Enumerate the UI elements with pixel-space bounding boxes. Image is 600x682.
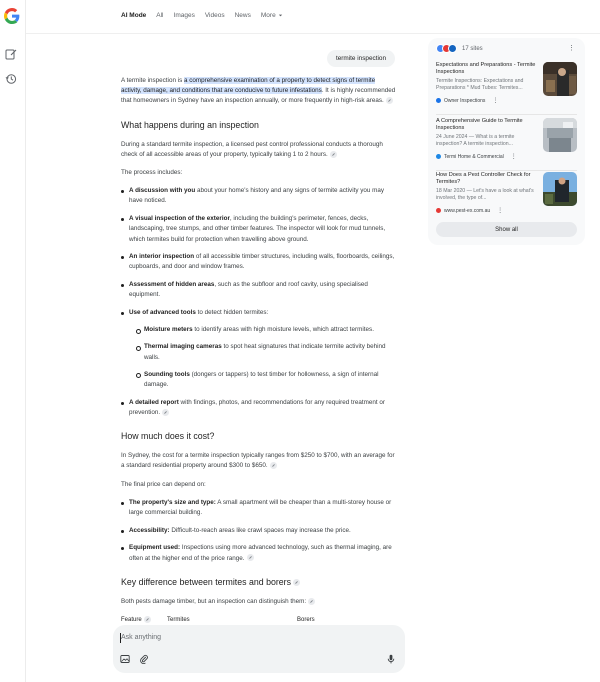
caret-down-icon — [278, 13, 283, 18]
google-logo[interactable] — [4, 8, 20, 24]
tab-more[interactable] — [261, 12, 283, 19]
tools-list — [129, 325, 397, 390]
list-item — [121, 214, 397, 245]
list-item-bold: Equipment used: — [129, 544, 181, 552]
list-item-bold: A discussion with you — [129, 187, 196, 195]
source-thumbnail[interactable] — [543, 118, 577, 152]
source-snippet: Termite Inspections: Expectations and Preparations * Mud Tubes: Termites... — [436, 78, 524, 91]
ask-input[interactable]: Ask anything — [121, 634, 162, 641]
sub-item-text: to identify areas with high moisture levels, which attract termites. — [192, 326, 374, 334]
attach-icon[interactable] — [139, 654, 149, 664]
site-favicon — [436, 98, 441, 103]
site-name: www.pest-ex.com.au — [444, 207, 491, 214]
list-item — [121, 186, 397, 206]
factors-list — [121, 498, 397, 564]
divider — [436, 170, 577, 171]
list-item-bold: Accessibility: — [129, 526, 170, 534]
intro-text: A termite inspection is — [121, 77, 184, 84]
source-title[interactable]: How Does a Pest Controller Check for Termites? — [436, 172, 531, 186]
link-icon[interactable] — [386, 97, 393, 104]
link-icon[interactable] — [270, 462, 277, 469]
link-icon[interactable] — [247, 554, 254, 561]
search-mode-tabs — [121, 12, 283, 19]
intro-text-end: . It is highly recommended that homeowners in Sydney have an inspection annually, or more frequently in high-risk areas. — [121, 87, 396, 105]
tab-more-label: More — [260, 12, 276, 19]
sub-item-bold: Sounding tools — [144, 370, 190, 378]
history-icon[interactable] — [5, 73, 17, 85]
tab-all[interactable]: All — [156, 12, 164, 19]
more-options-icon[interactable]: ⋮ — [568, 45, 575, 52]
show-all-button[interactable]: Show all — [436, 222, 577, 237]
list-item — [121, 498, 397, 518]
list-item — [121, 398, 397, 418]
list-item-text: about your home's history and any signs of termite activity you may have noticed. — [129, 187, 385, 205]
link-icon[interactable] — [144, 616, 151, 623]
list-item-text: , including the building's perimeter, fences, decks, landscaping, tree stumps, and other timber features. The inspector will look for mud tunnels, which termites build for protection when travelling above ground. — [129, 215, 386, 243]
source-site — [436, 97, 498, 104]
source-card[interactable] — [436, 172, 577, 212]
highlighted-definition[interactable]: a comprehensive examination of a property to detect signs of termite activity, damage, and conditions that are conducive to future infestations — [121, 77, 376, 95]
list-item-text: Difficult-to-reach areas like crawl spaces may increase the price. — [169, 526, 351, 534]
list-item-text: with findings, photos, and recommendations for any required treatment or prevention. — [129, 398, 385, 416]
kebab-icon[interactable]: ⋮ — [492, 98, 499, 104]
sources-header[interactable] — [436, 44, 483, 53]
site-favicon — [436, 154, 441, 159]
paragraph-standard — [121, 140, 397, 160]
source-favicons — [436, 44, 454, 53]
paragraph-difference — [121, 597, 397, 607]
table-header-feature: Feature — [121, 617, 142, 623]
heading-difference-text: Key difference between termites and borers — [121, 576, 292, 587]
table-header-borers: Borers — [297, 617, 315, 623]
nav-divider — [26, 33, 600, 34]
paragraph-process: The process includes: — [121, 169, 183, 177]
sub-list-item — [129, 342, 397, 362]
list-item-bold: Use of advanced tools — [129, 309, 196, 317]
source-site — [436, 207, 503, 214]
source-thumbnail[interactable] — [543, 62, 577, 96]
list-item — [121, 308, 397, 390]
list-item-bold: A detailed report — [129, 398, 179, 406]
link-icon[interactable] — [308, 598, 315, 605]
kebab-icon[interactable]: ⋮ — [497, 208, 504, 214]
source-card[interactable] — [436, 118, 577, 162]
sub-item-text: (dongers or tappers) to test timber for hollowness, a sign of internal damage. — [144, 370, 379, 389]
list-item — [121, 543, 397, 563]
list-item — [121, 252, 397, 272]
paragraph-final: The final price can depend on: — [121, 480, 206, 488]
list-item-text: , such as the subfloor and roof cavity, using specialised equipment. — [129, 281, 368, 299]
image-upload-icon[interactable] — [120, 654, 130, 664]
source-site — [436, 153, 517, 160]
list-item-bold: A visual inspection of the exterior — [129, 215, 230, 223]
intro-paragraph — [121, 76, 397, 107]
sub-list-item — [129, 370, 397, 390]
link-icon[interactable] — [162, 409, 169, 416]
list-item — [121, 280, 397, 300]
user-query-bubble: termite inspection — [327, 50, 395, 67]
heading-difference — [121, 576, 397, 588]
source-thumbnail[interactable] — [543, 172, 577, 206]
list-item-text: Inspections using more advanced technology, such as thermal imaging, are often at the higher end of the price range. — [129, 544, 392, 562]
ask-box[interactable] — [113, 625, 405, 673]
tab-ai-mode[interactable]: AI Mode — [121, 12, 147, 19]
paragraph-cost-text: In Sydney, the cost for a termite inspection typically ranges from $250 to $700, with an average for a standard residential property around $300 to $650. — [121, 452, 395, 470]
heading-what-happens: What happens during an inspection — [121, 119, 259, 130]
process-list — [121, 186, 397, 418]
heading-cost: How much does it cost? — [121, 431, 215, 442]
table-header-termites: Termites — [167, 617, 190, 623]
paragraph-difference-text: Both pests damage timber, but an inspection can distinguish them: — [121, 597, 307, 605]
source-card[interactable] — [436, 62, 577, 106]
tab-news[interactable]: News — [234, 12, 251, 19]
sub-item-bold: Thermal imaging cameras — [144, 343, 222, 351]
site-name: Termi Home & Commercial — [444, 153, 504, 160]
new-chat-icon[interactable] — [5, 48, 17, 60]
list-item-text: A small apartment will be cheaper than a multi-storey house or large commercial building. — [129, 498, 392, 516]
link-icon[interactable] — [293, 579, 300, 586]
sources-panel — [428, 38, 585, 245]
list-item-bold: Assessment of hidden areas — [129, 281, 215, 289]
ai-answer — [121, 76, 397, 625]
list-item-text: of all accessible timber structures, including walls, floorboards, ceilings, cupboards, and door and window frames. — [129, 253, 395, 271]
list-item-bold: The property's size and type: — [129, 498, 216, 506]
paragraph-standard-text: During a standard termite inspection, a licensed pest control professional conducts a thorough check of all accessible areas of your property, typically taking 1 to 2 hours. — [121, 140, 383, 158]
site-favicon — [436, 208, 441, 213]
sub-list-item — [129, 325, 397, 335]
paragraph-cost — [121, 451, 397, 471]
tab-images[interactable]: Images — [173, 12, 195, 19]
source-snippet: 24 June 2024 — What is a termite inspection? A termite inspection... — [436, 134, 515, 147]
microphone-icon[interactable] — [386, 654, 396, 664]
sub-item-text: to spot heat signatures that indicate termite activity behind walls. — [144, 343, 386, 361]
table-header-cell — [121, 615, 167, 625]
kebab-icon[interactable]: ⋮ — [510, 154, 517, 160]
source-title[interactable]: Expectations and Preparations - Termite Inspections — [436, 62, 536, 76]
list-item-text: to detect hidden termites: — [195, 309, 269, 317]
favicon — [448, 44, 457, 53]
site-name: Owner Inspections — [444, 97, 486, 104]
list-item-bold: An interior inspection — [129, 253, 195, 261]
sites-count: 17 sites — [462, 45, 483, 52]
left-rail — [0, 0, 26, 682]
divider — [436, 114, 577, 115]
source-title[interactable]: A Comprehensive Guide to Termite Inspections — [436, 118, 523, 132]
list-item — [121, 526, 397, 536]
source-snippet: 18 Mar 2020 — Let's have a look at what's involved, the type of... — [436, 188, 534, 201]
tab-videos[interactable]: Videos — [204, 12, 225, 19]
sub-item-bold: Moisture meters — [144, 326, 193, 334]
comparison-table-header — [121, 615, 397, 625]
link-icon[interactable] — [330, 151, 337, 158]
